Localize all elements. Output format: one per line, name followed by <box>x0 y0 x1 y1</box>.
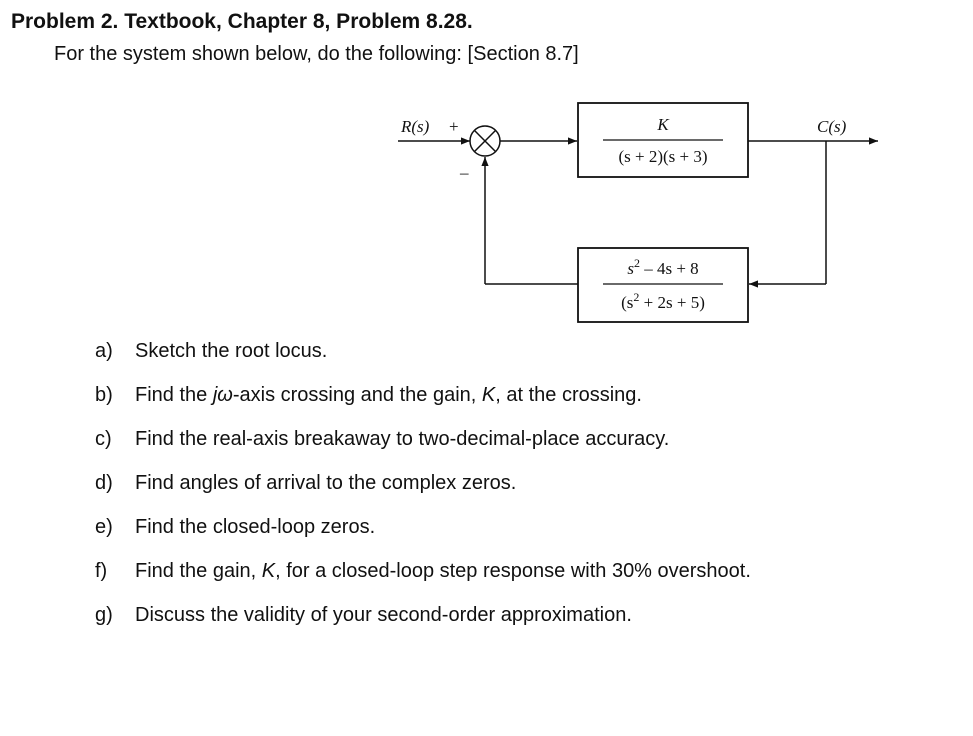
item-text: Find the real-axis breakaway to two-decimal-place accuracy. <box>135 428 670 450</box>
item-label: e) <box>95 516 113 538</box>
forward-denominator: (s + 2)(s + 3) <box>618 147 708 166</box>
item-label: g) <box>95 604 113 626</box>
question-list <box>95 340 751 648</box>
item-text: Sketch the root locus. <box>135 340 328 362</box>
item-text: Find angles of arrival to the complex zeros. <box>135 472 517 494</box>
list-item <box>95 472 751 516</box>
problem-instructions: For the system shown below, do the following: [Section 8.7] <box>54 43 579 65</box>
problem-title: Problem 2. Textbook, Chapter 8, Problem 8.28. <box>11 10 473 33</box>
plus-sign: + <box>449 117 459 136</box>
minus-sign: – <box>460 163 469 182</box>
item-label: f) <box>95 560 108 582</box>
output-label: C(s) <box>817 117 847 136</box>
item-text: Find the gain, K, for a closed-loop step response with 30% overshoot. <box>135 560 751 582</box>
item-text: Find the closed-loop zeros. <box>135 516 376 538</box>
list-item <box>95 428 751 472</box>
summing-junction <box>470 126 500 156</box>
list-item <box>95 604 751 648</box>
list-item <box>95 560 751 604</box>
feedback-denominator: $(s^2 + 2s + 5)$ <box>621 290 705 312</box>
item-label: b) <box>95 384 113 406</box>
list-item <box>95 384 751 428</box>
item-label: c) <box>95 428 112 450</box>
list-item <box>95 340 751 384</box>
feedback-block <box>578 248 748 322</box>
item-label: d) <box>95 472 113 494</box>
forward-numerator: K <box>657 115 669 134</box>
input-label: R(s) <box>401 117 430 136</box>
list-item <box>95 516 751 560</box>
feedback-numerator: $s^2 - 4s + 8$ <box>627 256 699 278</box>
item-text: Find the jω-axis crossing and the gain, K, at the crossing. <box>135 384 642 406</box>
item-text: Discuss the validity of your second-order approximation. <box>135 604 632 626</box>
forward-block <box>578 103 748 177</box>
block-diagram <box>0 0 973 340</box>
item-label: a) <box>95 340 113 362</box>
